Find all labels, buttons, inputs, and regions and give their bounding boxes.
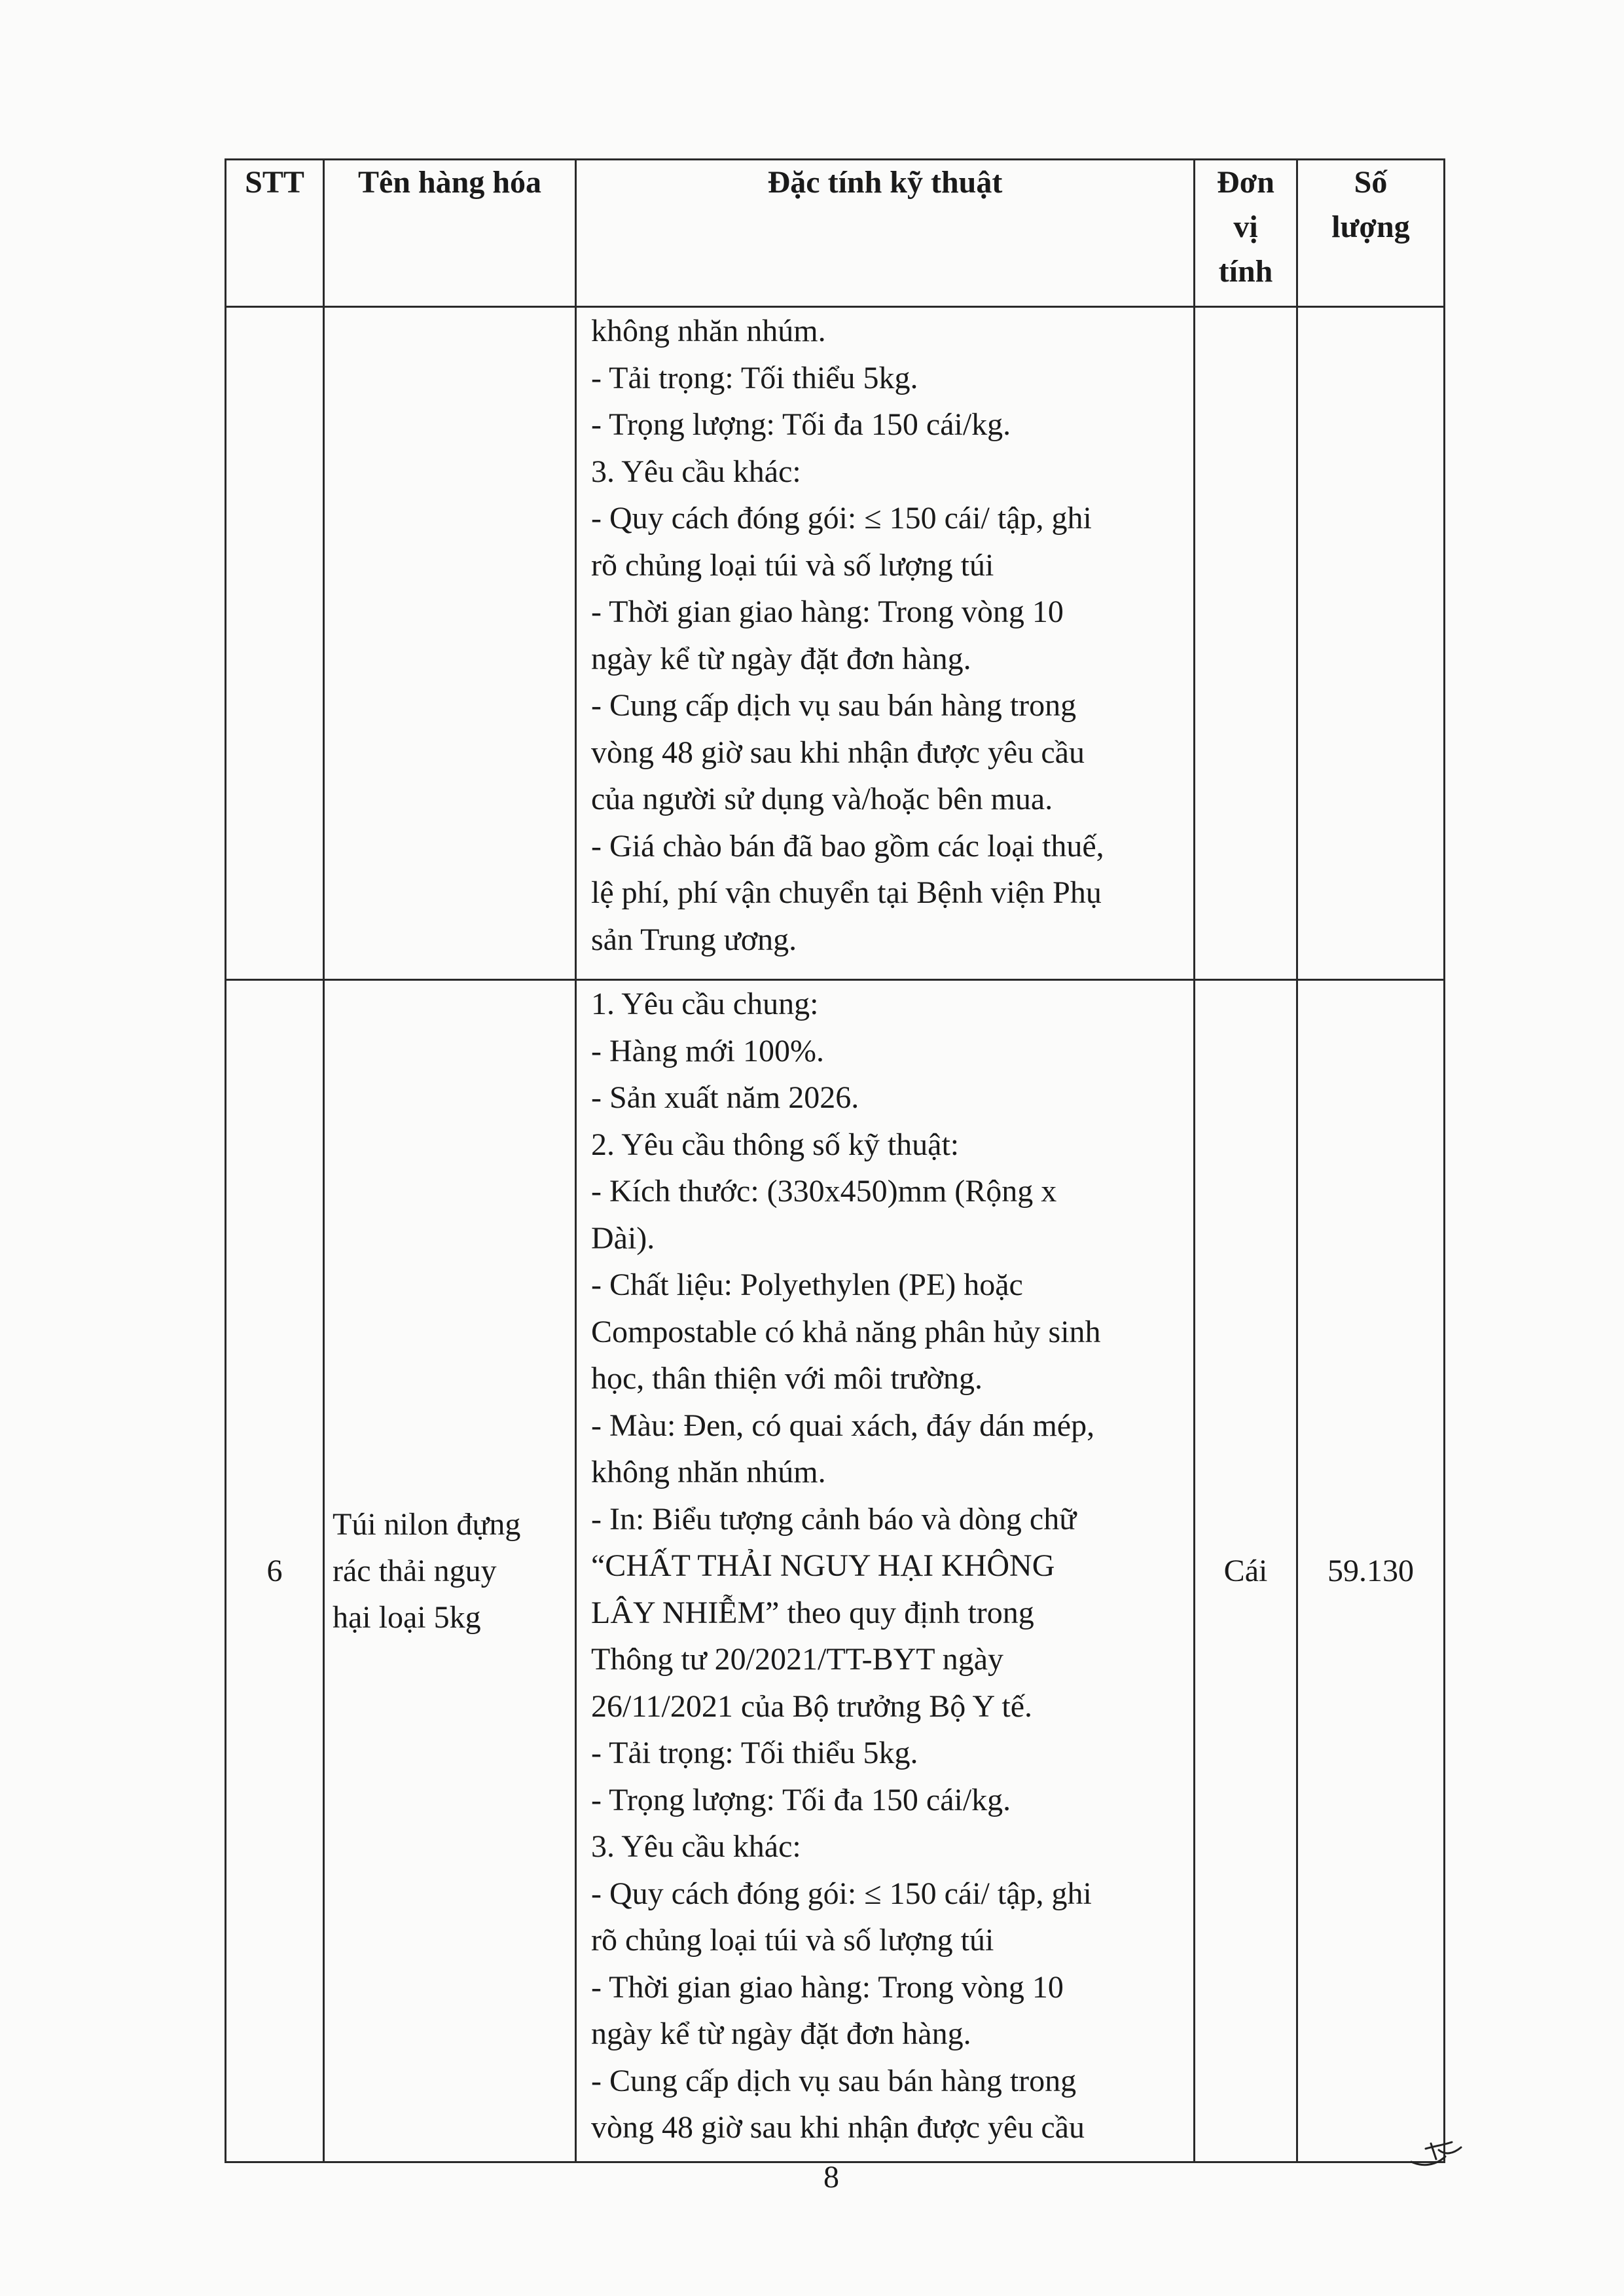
spec-line: - Tải trọng: Tối thiểu 5kg.	[591, 360, 918, 395]
spec-line-list	[577, 308, 1193, 963]
item-name-line: hại loại 5kg	[333, 1600, 481, 1635]
table-header	[226, 160, 1445, 307]
spec-line: - Chất liệu: Polyethylen (PE) hoặc	[591, 1267, 1023, 1302]
spec-line: 3. Yêu cầu khác:	[591, 454, 801, 489]
spec-line: - Trọng lượng: Tối đa 150 cái/kg.	[591, 407, 1011, 442]
header-unit-line: vị	[1233, 210, 1258, 244]
spec-line: 2. Yêu cầu thông số kỹ thuật:	[591, 1127, 960, 1162]
cell-unit	[1195, 307, 1297, 980]
header-stt: STT	[226, 160, 324, 307]
cell-technical-spec	[576, 307, 1195, 980]
item-name-line: rác thải nguy	[333, 1554, 497, 1588]
spec-line: vòng 48 giờ sau khi nhận được yêu cầu	[591, 2110, 1085, 2145]
spec-line: - Trọng lượng: Tối đa 150 cái/kg.	[591, 1782, 1011, 1817]
table-row	[226, 307, 1445, 980]
spec-line: Thông tư 20/2021/TT-BYT ngày	[591, 1642, 1003, 1677]
spec-line: - Thời gian giao hàng: Trong vòng 10	[591, 594, 1064, 629]
handwritten-initial-icon	[1406, 2128, 1465, 2174]
spec-line: rõ chủng loại túi và số lượng túi	[591, 1923, 994, 1958]
spec-line: - Cung cấp dịch vụ sau bán hàng trong	[591, 688, 1077, 723]
spec-line: Dài).	[591, 1220, 655, 1256]
header-unit	[1195, 160, 1297, 307]
header-unit-line: Đơn	[1217, 165, 1274, 200]
spec-line: - Giá chào bán đã bao gồm các loại thuế,	[591, 828, 1104, 864]
spec-line: - Cung cấp dịch vụ sau bán hàng trong	[591, 2063, 1077, 2098]
specification-table	[225, 158, 1445, 2163]
spec-line: vòng 48 giờ sau khi nhận được yêu cầu	[591, 735, 1085, 770]
header-quantity-line: lượng	[1331, 210, 1410, 244]
cell-quantity	[1297, 307, 1445, 980]
header-technical-spec: Đặc tính kỹ thuật	[576, 160, 1195, 307]
spec-line: rõ chủng loại túi và số lượng túi	[591, 547, 994, 583]
spec-line: 3. Yêu cầu khác:	[591, 1829, 801, 1864]
spec-line: của người sử dụng và/hoặc bên mua.	[591, 782, 1053, 816]
spec-line: - Sản xuất năm 2026.	[591, 1080, 859, 1115]
cell-item-name	[324, 980, 576, 2162]
cell-stt	[226, 307, 324, 980]
item-name-line: Túi nilon đựng	[333, 1507, 521, 1542]
table-row	[226, 980, 1445, 2162]
cell-unit: Cái	[1195, 980, 1297, 2162]
header-quantity	[1297, 160, 1445, 307]
cell-quantity: 59.130	[1297, 980, 1445, 2162]
spec-line: không nhăn nhúm.	[591, 1455, 826, 1489]
page-number: 8	[823, 2160, 839, 2195]
header-quantity-line: Số	[1354, 165, 1388, 200]
spec-line: 1. Yêu cầu chung:	[591, 987, 819, 1021]
spec-line: - In: Biểu tượng cảnh báo và dòng chữ	[591, 1501, 1077, 1537]
spec-line: - Màu: Đen, có quai xách, đáy dán mép,	[591, 1408, 1095, 1443]
spec-line: ngày kể từ ngày đặt đơn hàng.	[591, 2016, 971, 2051]
cell-item-name	[324, 307, 576, 980]
cell-technical-spec	[576, 980, 1195, 2162]
spec-line-list	[577, 981, 1193, 2151]
header-unit-line: tính	[1218, 254, 1273, 289]
spec-line: không nhăn nhúm.	[591, 314, 826, 348]
spec-line: “CHẤT THẢI NGUY HẠI KHÔNG	[591, 1548, 1055, 1583]
header-item-name: Tên hàng hóa	[324, 160, 576, 307]
spec-line: ngày kể từ ngày đặt đơn hàng.	[591, 641, 971, 676]
spec-line: Compostable có khả năng phân hủy sinh	[591, 1314, 1101, 1349]
spec-line: - Thời gian giao hàng: Trong vòng 10	[591, 1969, 1064, 2005]
spec-line: - Quy cách đóng gói: ≤ 150 cái/ tập, ghi	[591, 1876, 1092, 1911]
spec-line: - Quy cách đóng gói: ≤ 150 cái/ tập, ghi	[591, 501, 1092, 536]
spec-line: 26/11/2021 của Bộ trưởng Bộ Y tế.	[591, 1688, 1032, 1724]
spec-line: - Tải trọng: Tối thiểu 5kg.	[591, 1736, 918, 1770]
spec-line: LÂY NHIỄM” theo quy định trong	[591, 1595, 1034, 1630]
spec-line: sản Trung ương.	[591, 922, 797, 957]
spec-line: - Kích thước: (330x450)mm (Rộng x	[591, 1174, 1057, 1209]
spec-line: học, thân thiện với môi trường.	[591, 1361, 983, 1396]
cell-stt: 6	[226, 980, 324, 2162]
spec-line: - Hàng mới 100%.	[591, 1033, 824, 1068]
spec-line: lệ phí, phí vận chuyển tại Bệnh viện Phụ	[591, 875, 1102, 910]
